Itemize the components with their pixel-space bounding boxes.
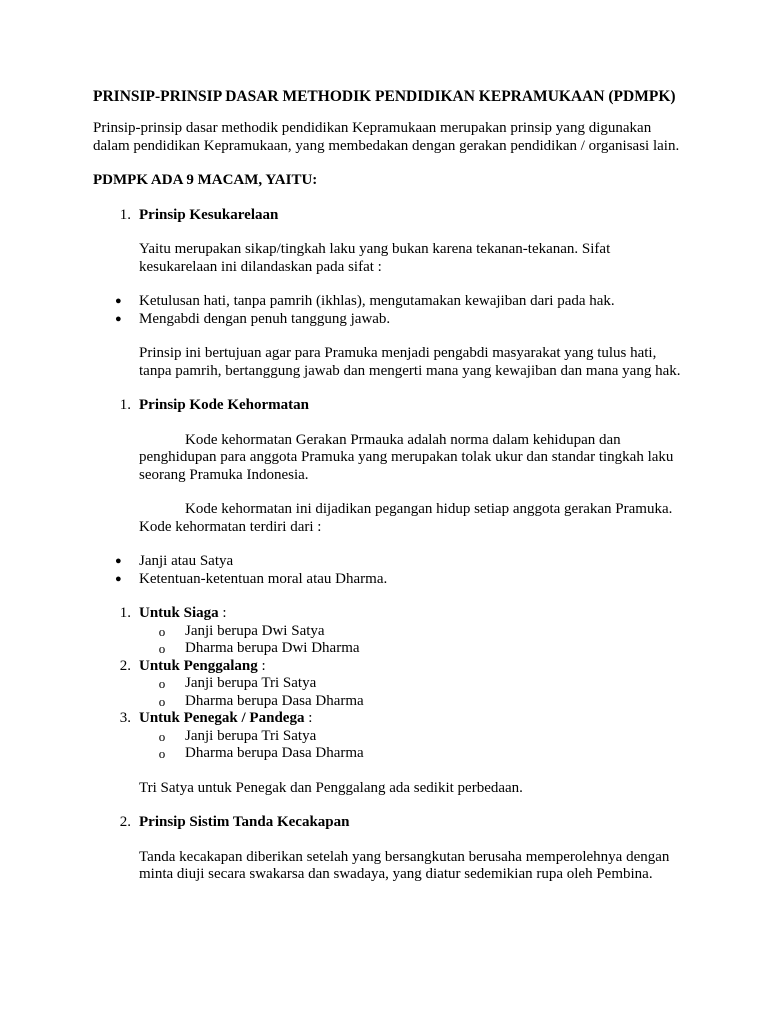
circle-bullet-icon: o (158, 676, 166, 691)
bullet-icon: ● (115, 555, 122, 567)
circle-bullet-icon: o (158, 746, 166, 761)
bullet-list (93, 553, 683, 588)
bullet-icon: ● (115, 295, 122, 307)
sub-list-item: o Janji berupa Dwi Satya (139, 623, 683, 641)
sub-list-item: o Dharma berupa Dwi Dharma (139, 640, 683, 658)
sub-list-item: o Janji berupa Tri Satya (139, 728, 683, 746)
numbered-list (93, 605, 683, 763)
paragraph: Tanda kecakapan diberikan setelah yang bersangkutan berusaha memperolehnya dengan minta diuji secara swakarsa dan swadaya, yang diatur sedemikian rupa oleh Pembina. (139, 848, 670, 882)
document-page (93, 87, 683, 884)
circle-bullet-icon: o (158, 693, 166, 709)
sub-list-item: o Janji berupa Tri Satya (139, 675, 683, 693)
list-item: 3. Untuk Penegak / Pandega : (119, 710, 313, 726)
bullet-list (93, 293, 683, 328)
list-item: 2. Untuk Penggalang : (119, 657, 266, 674)
section-kesukarelaan-heading: 1. Prinsip Kesukarelaan (93, 207, 683, 225)
intro-paragraph: Prinsip-prinsip dasar methodik pendidikan Kepramukaan merupakan prinsip yang digunakan dalam pendidikan Kepramukaan, yang membedakan dengan gerakan pendidikan / organisasi lain. (93, 120, 680, 154)
document-title: PRINSIP-PRINSIP DASAR METHODIK PENDIDIKAN KEPRAMUKAAN (PDMPK) (93, 88, 676, 105)
section-tanda-kecakapan-heading: 2. Prinsip Sistim Tanda Kecakapan (93, 814, 683, 832)
list-item: 1. Untuk Siaga : (119, 605, 227, 621)
paragraph: Kode kehormatan Gerakan Prmauka adalah norma dalam kehidupan dan penghidupan para anggota Pramuka yang merupakan tolak ukur dan standar tingkah laku seorang Pramuka Indonesia. (139, 431, 674, 483)
list-item: ● Ketentuan-ketentuan moral atau Dharma. (93, 571, 683, 589)
circle-bullet-icon: o (158, 728, 166, 744)
list-item: ● Mengabdi dengan penuh tanggung jawab. (93, 311, 683, 329)
bullet-icon: ● (115, 312, 122, 325)
paragraph: Prinsip ini bertujuan agar para Pramuka menjadi pengabdi masyarakat yang tulus hati, tanpa pamrih, bertanggung jawab dan mengerti mana yang kewajiban dan mana yang hak. (139, 345, 681, 379)
circle-bullet-icon: o (158, 641, 166, 656)
list-item: ● Ketulusan hati, tanpa pamrih (ikhlas), mengutamakan kewajiban dari pada hak. (93, 293, 683, 311)
section-title: Prinsip Sistim Tanda Kecakapan (139, 814, 350, 830)
section-title: Prinsip Kode Kehormatan (139, 397, 310, 413)
bullet-icon: ● (115, 572, 122, 585)
sub-list-item: o Dharma berupa Dasa Dharma (139, 693, 683, 711)
circle-bullet-icon: o (158, 623, 166, 639)
section-title: Prinsip Kesukarelaan (139, 206, 279, 223)
list-item: ● Janji atau Satya (93, 553, 683, 571)
paragraph: Kode kehormatan ini dijadikan pegangan hidup setiap anggota gerakan Pramuka. Kode kehormatan terdiri dari : (139, 501, 673, 535)
section-heading: PDMPK ADA 9 MACAM, YAITU: (93, 172, 318, 188)
sub-list-item: o Dharma berupa Dasa Dharma (139, 745, 683, 763)
paragraph: Tri Satya untuk Penegak dan Penggalang ada sedikit perbedaan. (139, 779, 523, 796)
paragraph: Yaitu merupakan sikap/tingkah laku yang bukan karena tekanan-tekanan. Sifat kesukarelaan ini dilandaskan pada sifat : (139, 241, 611, 275)
section-kode-kehormatan-heading: 1. Prinsip Kode Kehormatan (93, 397, 683, 415)
